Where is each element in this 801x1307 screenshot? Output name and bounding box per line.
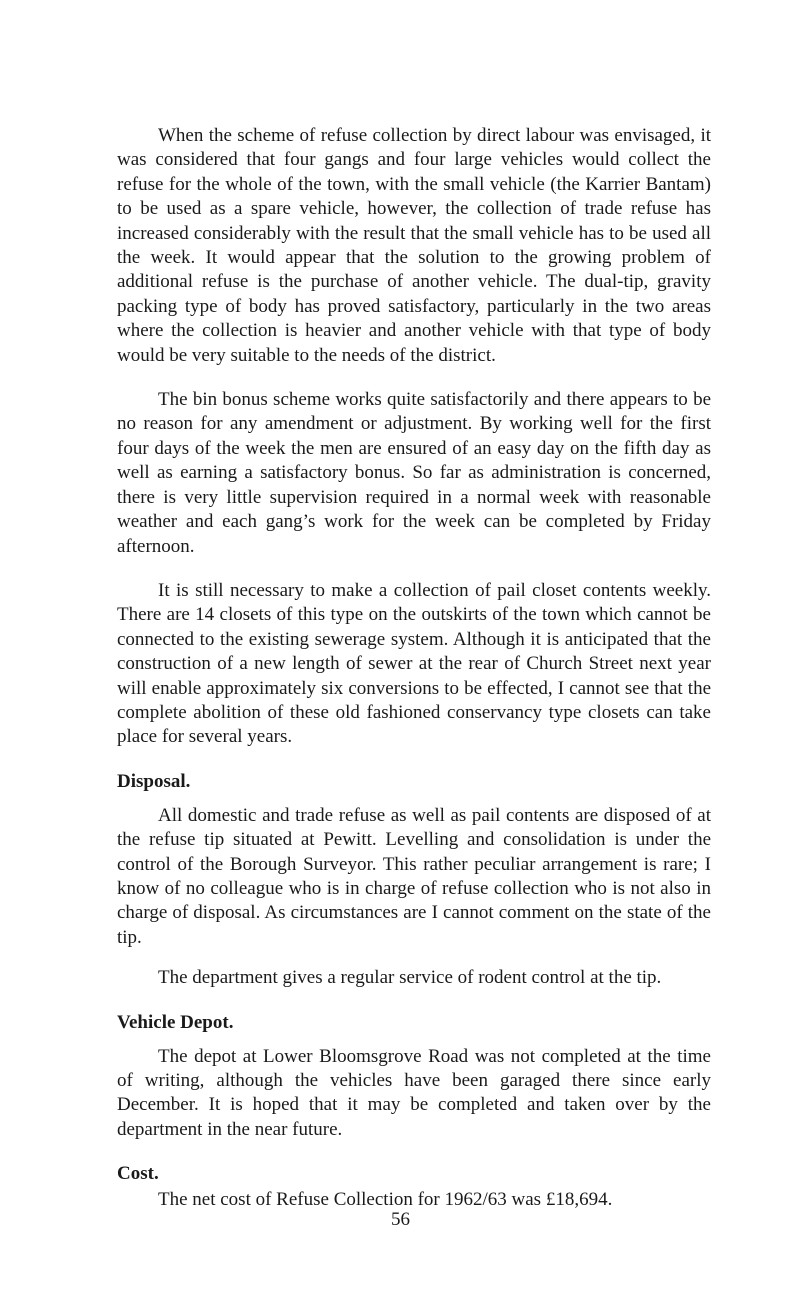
page-number: 56 — [391, 1209, 410, 1230]
heading-vehicle-depot: Vehicle Depot. — [117, 1011, 234, 1033]
paragraph-bonus-scheme: The bin bonus scheme works quite satisfactorily and there appears to be no reason for any amendment or adjustment. By working well for the first four days of the week the men are ensured of an easy day on the fifth day as well as earning a satisfactory bonus. So far as administration is concerned, there is very little supervision required in a normal week with reasonable weather and each gang’s work for the week can be completed by Friday afternoon. — [117, 389, 711, 557]
heading-disposal: Disposal. — [117, 770, 191, 792]
paragraph-disposal: All domestic and trade refuse as well as pail contents are disposed of at the refuse tip situated at Pewitt. Levelling and consolidation is under the control of the Borough Surveyor. This rather peculiar arrangement is rare; I know of no colleague who is in charge of refuse collection who is not also in charge of disposal. As circumstances are I cannot comment on the state of the tip. — [117, 804, 711, 948]
paragraph-cost: The net cost of Refuse Collection for 1962/63 was £18,694. — [158, 1189, 613, 1211]
paragraph-vehicle-depot: The depot at Lower Bloomsgrove Road was not completed at the time of writing, although the vehicles have been garaged there since early December. It is hoped that it may be completed and taken over by the department in the near future. — [117, 1045, 711, 1140]
document-page — [117, 124, 711, 1213]
paragraph-rodent-control: The department gives a regular service of rodent control at the tip. — [158, 967, 662, 989]
heading-cost: Cost. — [117, 1163, 159, 1185]
paragraph-vehicles: When the scheme of refuse collection by direct labour was envisaged, it was considered that four gangs and four large vehicles would collect the refuse for the whole of the town, with the small vehicle (the Karrier Bantam) to be used as a spare vehicle, however, the collection of trade refuse has increased considerably with the result that the small vehicle has to be used all the week. It would appear that the solution to the growing problem of additional refuse is the purchase of another vehicle. The dual-tip, gravity packing type of body has proved satisfactory, particularly in the two areas where the collection is heavier and another vehicle with that type of body would be very suitable to the needs of the district. — [117, 125, 711, 366]
paragraph-pail-closets: It is still necessary to make a collection of pail closet contents weekly. There are 14 closets of this type on the outskirts of the town which cannot be connected to the existing sewerage system. Although it is anticipated that the construction of a new length of sewer at the rear of Church Street next year will enable approximately six conversions to be effected, I cannot see that the complete abolition of these old fashioned conservancy type closets can take place for several years. — [117, 579, 711, 748]
